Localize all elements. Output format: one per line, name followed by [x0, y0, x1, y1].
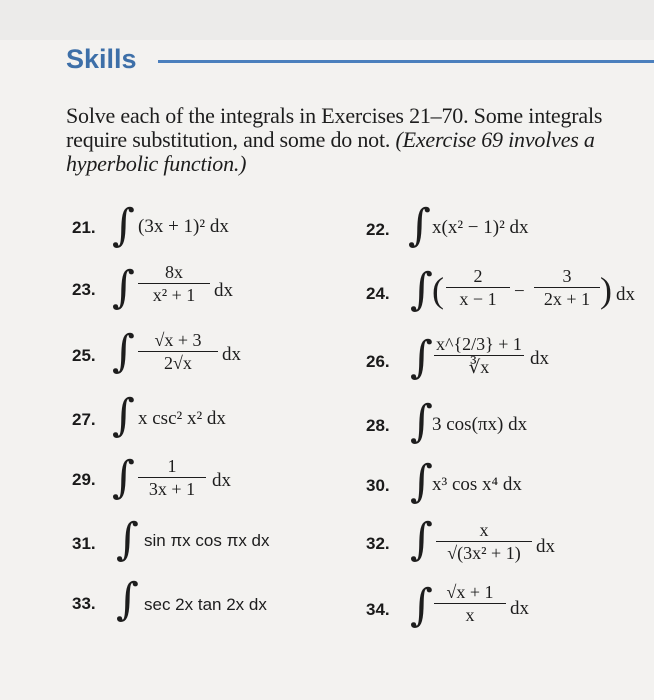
- fraction: [138, 330, 218, 373]
- fraction: [434, 334, 524, 377]
- denominator: 2√x: [138, 351, 218, 373]
- integral-sign-icon: ∫: [112, 200, 135, 251]
- fraction: [138, 456, 206, 499]
- section-title-rule: [158, 60, 654, 63]
- integral-sign-icon: ∫: [410, 514, 433, 565]
- integral-sign-icon: ∫: [112, 326, 135, 377]
- denominator: x: [434, 603, 506, 625]
- integral-sign-icon: ∫: [112, 452, 135, 503]
- integral-sign-icon: ∫: [112, 262, 135, 313]
- exercise-number: 34.: [366, 600, 390, 619]
- exercise-number: 22.: [366, 220, 390, 239]
- numerator: 2: [473, 266, 483, 286]
- exercise-number: 32.: [366, 534, 390, 553]
- instructions-note: (Exercise 69 involves a hyperbolic function.): [66, 127, 595, 176]
- denominator: ∛x: [434, 355, 524, 377]
- numerator: √x + 1: [446, 582, 494, 602]
- differential: dx: [214, 280, 233, 301]
- integrand: sec 2x tan 2x dx: [144, 595, 267, 614]
- exercise-number: 21.: [72, 218, 96, 237]
- numerator: 3: [562, 266, 572, 286]
- exercise-number: 31.: [72, 534, 96, 553]
- integrand: x csc² x² dx: [138, 408, 226, 429]
- integrand: x(x² − 1)² dx: [432, 217, 529, 238]
- fraction: [138, 262, 210, 305]
- numerator: 1: [167, 456, 177, 476]
- exercise-number: 33.: [72, 594, 96, 613]
- section-title: Skills: [66, 44, 137, 74]
- exercise-number: 28.: [366, 416, 390, 435]
- differential: dx: [510, 598, 529, 619]
- exercise-number: 25.: [72, 346, 96, 365]
- exercise-number: 24.: [366, 284, 390, 303]
- integrand: sin πx cos πx dx: [144, 531, 270, 550]
- integral-sign-icon: ∫: [410, 456, 433, 507]
- numerator: 8x: [165, 262, 183, 282]
- right-paren: ): [600, 270, 612, 310]
- fraction: [436, 520, 532, 563]
- integral-sign-icon: ∫: [410, 580, 433, 631]
- minus-sign: −: [514, 281, 525, 302]
- numerator: x: [479, 520, 489, 540]
- denominator: x² + 1: [138, 283, 210, 305]
- differential: dx: [530, 348, 549, 369]
- integrand: 3 cos(πx) dx: [432, 414, 528, 435]
- integral-sign-icon: ∫: [408, 200, 431, 251]
- integral-sign-icon: ∫: [410, 264, 433, 315]
- integral-sign-icon: ∫: [112, 390, 135, 441]
- integral-sign-icon: ∫: [410, 396, 433, 447]
- exercise-number: 26.: [366, 352, 390, 371]
- exercise-number: 27.: [72, 410, 96, 429]
- integrand: x³ cos x⁴ dx: [432, 474, 522, 495]
- integral-sign-icon: ∫: [116, 514, 139, 565]
- denominator: 2x + 1: [534, 287, 600, 309]
- exercise-number: 30.: [366, 476, 390, 495]
- numerator: x^{2/3} + 1: [436, 334, 522, 354]
- denominator: x − 1: [446, 287, 510, 309]
- differential: dx: [616, 284, 635, 305]
- exercise-number: 29.: [72, 470, 96, 489]
- instructions-text: Solve each of the integrals in Exercises 21–70. Some integrals require substitution, and some do not.: [66, 103, 603, 152]
- integrand: (3x + 1)² dx: [138, 216, 229, 237]
- denominator: 3x + 1: [138, 477, 206, 499]
- page-header-band: [0, 0, 654, 40]
- differential: dx: [536, 536, 555, 557]
- left-paren: (: [432, 270, 444, 310]
- integral-sign-icon: ∫: [410, 332, 433, 383]
- differential: dx: [212, 470, 231, 491]
- fraction: [434, 582, 506, 625]
- integral-sign-icon: ∫: [116, 574, 139, 625]
- exercise-number: 23.: [72, 280, 96, 299]
- instructions-paragraph: [66, 104, 646, 176]
- fraction-1: [446, 266, 510, 309]
- differential: dx: [222, 344, 241, 365]
- numerator: √x + 3: [154, 330, 202, 350]
- fraction-2: [534, 266, 600, 309]
- denominator: √(3x² + 1): [436, 541, 532, 563]
